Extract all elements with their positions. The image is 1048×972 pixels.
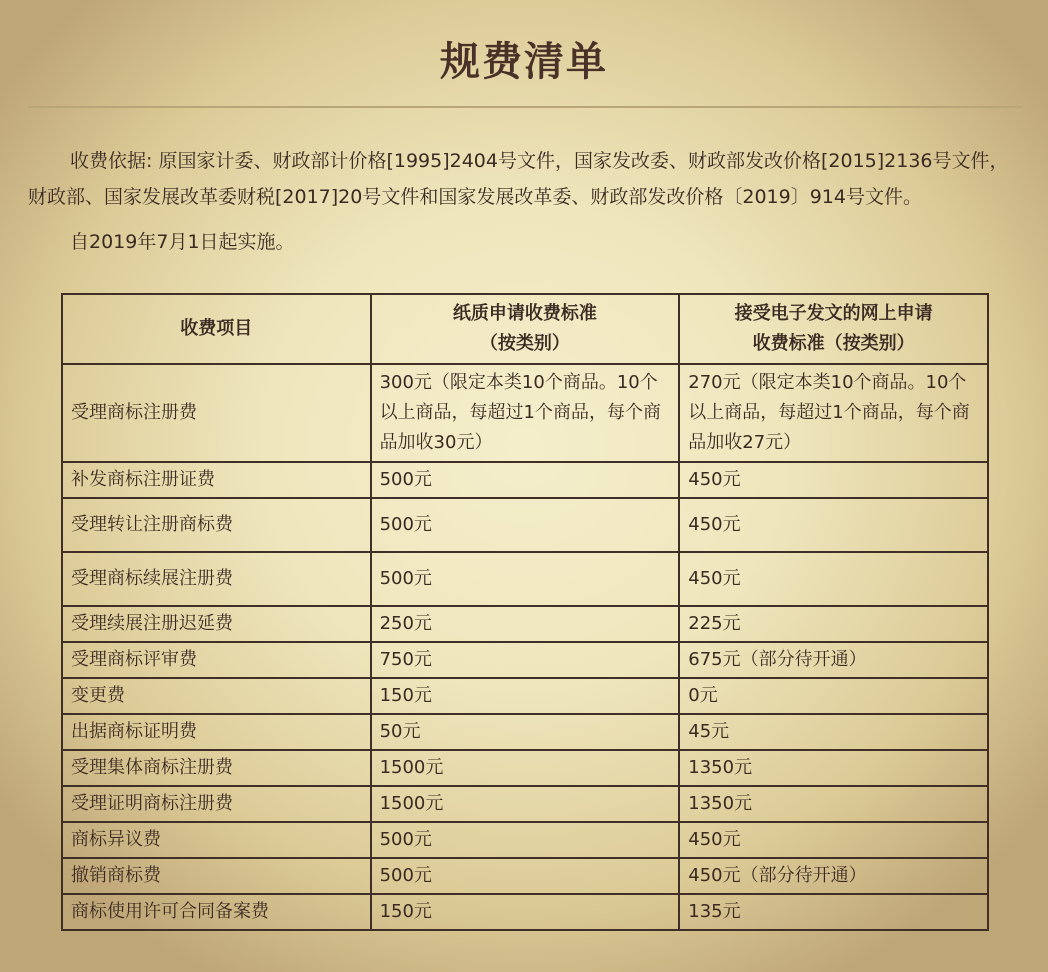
table-row	[62, 498, 988, 552]
paper-fee-cell: 500元	[371, 498, 680, 552]
online-fee-cell: 1350元	[679, 786, 988, 822]
paper-fee-cell: 50元	[371, 714, 680, 750]
table-row	[62, 552, 988, 606]
online-fee-cell: 450元	[679, 822, 988, 858]
fee-item-cell: 撤销商标费	[62, 858, 371, 894]
fee-item-cell: 受理集体商标注册费	[62, 750, 371, 786]
header-online-standard: 接受电子发文的网上申请 收费标准（按类别）	[679, 294, 988, 364]
fee-table	[61, 293, 989, 931]
paper-fee-cell: 500元	[371, 552, 680, 606]
table-header-row	[62, 294, 988, 364]
table-row	[62, 364, 988, 462]
table-row	[62, 786, 988, 822]
table-row	[62, 714, 988, 750]
paper-fee-cell: 150元	[371, 678, 680, 714]
online-fee-cell: 225元	[679, 606, 988, 642]
header-paper-standard: 纸质申请收费标准 （按类别）	[371, 294, 680, 364]
page-title: 规费清单	[440, 39, 608, 85]
fee-item-cell: 受理商标续展注册费	[62, 552, 371, 606]
table-row	[62, 822, 988, 858]
paper-fee-cell: 500元	[371, 858, 680, 894]
paper-fee-cell: 1500元	[371, 786, 680, 822]
table-row	[62, 750, 988, 786]
online-fee-cell: 270元（限定本类10个商品。10个以上商品，每超过1个商品，每个商品加收27元）	[679, 364, 988, 462]
fee-item-cell: 变更费	[62, 678, 371, 714]
online-fee-cell: 450元	[679, 462, 988, 498]
online-fee-cell: 1350元	[679, 750, 988, 786]
paper-fee-cell: 750元	[371, 642, 680, 678]
table-row	[62, 894, 988, 930]
paper-fee-cell: 1500元	[371, 750, 680, 786]
paper-fee-cell: 150元	[371, 894, 680, 930]
table-row	[62, 858, 988, 894]
online-fee-cell: 450元（部分待开通）	[679, 858, 988, 894]
fee-basis-paragraph: 收费依据: 原国家计委、财政部计价格[1995]2404号文件，国家发改委、财政部发改价格[2015]2136号文件，财政部、国家发展改革委财税[2017]20号文件和国家发展改革委、财政部发改价格〔2019〕914号文件。	[28, 150, 1009, 208]
online-fee-cell: 0元	[679, 678, 988, 714]
online-fee-cell: 135元	[679, 894, 988, 930]
table-row	[62, 678, 988, 714]
table-row	[62, 642, 988, 678]
fee-item-cell: 受理续展注册迟延费	[62, 606, 371, 642]
fee-item-cell: 受理证明商标注册费	[62, 786, 371, 822]
online-fee-cell: 45元	[679, 714, 988, 750]
online-fee-cell: 450元	[679, 552, 988, 606]
title-divider	[28, 106, 1022, 108]
table-row	[62, 462, 988, 498]
paper-fee-cell: 300元（限定本类10个商品。10个以上商品，每超过1个商品，每个商品加收30元）	[371, 364, 680, 462]
online-fee-cell: 675元（部分待开通）	[679, 642, 988, 678]
fee-item-cell: 受理转让注册商标费	[62, 498, 371, 552]
paper-fee-cell: 500元	[371, 462, 680, 498]
header-fee-item: 收费项目	[62, 294, 371, 364]
fee-item-cell: 补发商标注册证费	[62, 462, 371, 498]
paper-fee-cell: 500元	[371, 822, 680, 858]
table-row	[62, 606, 988, 642]
fee-item-cell: 商标使用许可合同备案费	[62, 894, 371, 930]
fee-item-cell: 受理商标注册费	[62, 364, 371, 462]
fee-item-cell: 商标异议费	[62, 822, 371, 858]
effective-date-text: 自2019年7月1日起实施。	[70, 231, 295, 253]
online-fee-cell: 450元	[679, 498, 988, 552]
fee-item-cell: 出据商标证明费	[62, 714, 371, 750]
fee-item-cell: 受理商标评审费	[62, 642, 371, 678]
paper-fee-cell: 250元	[371, 606, 680, 642]
